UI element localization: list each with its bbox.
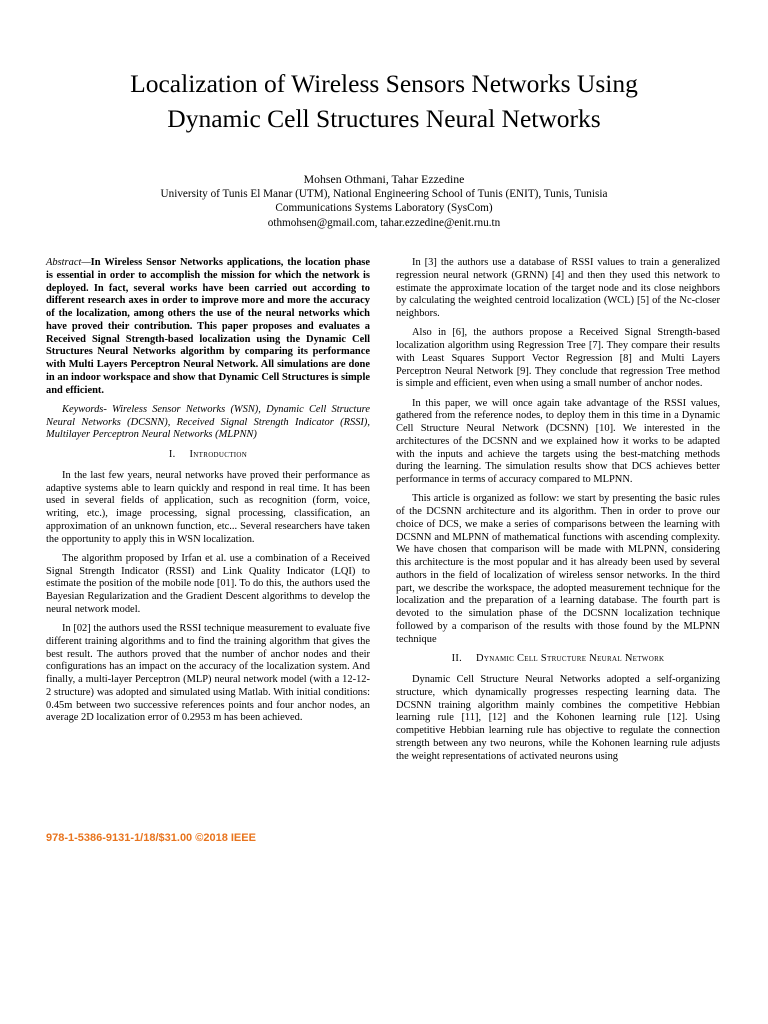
keywords: Keywords- Wireless Sensor Networks (WSN), Dynamic Cell Structure Neural Networks (DCSNN), Received Signal Strength Indicator (RSSI), Multilayer Perceptron Neural Networks (MLPNN): [46, 403, 370, 441]
author-names: Mohsen Othmani, Tahar Ezzedine: [303, 172, 465, 186]
right-column: [396, 257, 720, 770]
section-heading-dcsnn: [396, 653, 720, 666]
copyright-footer: 978-1-5386-9131-1/18/$31.00 ©2018 IEEE: [46, 832, 256, 844]
section-number: II.: [451, 653, 463, 665]
author-lab: Communications Systems Laboratory (SysCom): [275, 202, 493, 214]
section-number: I.: [168, 449, 176, 460]
body-paragraph: Also in [6], the authors propose a Received Signal Strength-based localization algorithm using Regression Tree [7]. They compare their results with Least Squares Support Vector Regression [8] and Multi Layers Perceptron Neural Network [9]. They conclude that regression Tree method is simple and efficient, even when using a small number of anchor nodes.: [396, 327, 720, 390]
intro-paragraph: In the last few years, neural networks have proved their performance as adaptive systems able to learn quickly and respond in real time. It has been used in several fields of application, such as recognition (form, voice, writing, etc.), image processing, signal processing, classification, an approximation of an unknown function, etc... Several researchers have taken the opportunity to apply this in WSN localization.: [46, 469, 370, 545]
intro-paragraph: The algorithm proposed by Irfan et al. use a combination of a Received Signal Strength Indicator (RSSI) and Link Quality Indicator (LQI) to estimate the position of the mobile node [01]. To do this, the authors used the Bayesian Regularization and the Gradient Descent algorithms to develop the neural network model.: [46, 552, 370, 615]
section-title: Dynamic Cell Structure Neural Network: [476, 653, 665, 665]
abstract-dash: —: [81, 257, 91, 268]
section-title: Introduction: [189, 449, 248, 460]
body-paragraph: This article is organized as follow: we start by presenting the basic rules of the DCSNN architecture and its algorithm. Then in order to prove our choice of DCS, we make a series of comparisons between the learning with DCSNN and MLPNN of mathematical functions with ascending complexity. We have chosen that comparison will be made with MLPNN, considering this architecture is the most popular and it has already been used by several authors in the field of localization of wireless sensor networks. In the third part, we describe the workspace, the adopted measurement technique for the localization and the preparation of a learning database. The fourth part is devoted to the simulation phase of the DCSNN localization technique followed by a comparison of the results with those found by the MLPNN technique: [396, 493, 720, 645]
section-heading-introduction: [46, 449, 370, 462]
author-block: [40, 172, 728, 230]
dcsnn-paragraph: Dynamic Cell Structure Neural Networks adopted a self-organizing structure, which dynamically progresses respecting learning data. The DCSNN training algorithm mainly combines the competitive Hebbian learning rule [11], [12] and the Kohonen learning rule [12]. Using competitive Hebbian learning rule has objective to regulate the connection strength between any two neurons, while the Kohonen learning rule adjusts the weight representations of activated neurons using: [396, 674, 720, 762]
body-paragraph: In this paper, we will once again take advantage of the RSSI values, gathered from the reference nodes, to deploy them in this time in a Dynamic Cell Structure Neural Network (DCSNN) [10]. We interested in the architectures of the DCSNN and we explained how it works to be adapted with the inputs and achieve the targets using the best-matching methods during the learning. The simulation results show that DCS achieves better performance in terms of accuracy compared to MLPNN.: [396, 397, 720, 485]
title-line-1: Localization of Wireless Sensors Networks Using: [130, 69, 638, 98]
paper-title: [40, 66, 728, 136]
left-column: [46, 257, 370, 732]
abstract-text: In Wireless Sensor Networks applications, the location phase is essential in order to accomplish the mission for which the network is deployed. In fact, several works have been carried out according to different research axes in order to improve more and more the accuracy of the localization, among others the use of the neural networks which have proved their contribution. This paper proposes and evaluates a Received Signal Strength-based localization using the Dynamic Cell Structures Neural Networks algorithm by comparing its performance with Multi Layers Perceptron Neural Network. All simulations are done in an indoor workspace and show that Dynamic Cell Structures is simple and efficient.: [46, 257, 370, 396]
author-affiliation: University of Tunis El Manar (UTM), National Engineering School of Tunis (ENIT), Tunis, Tunisia: [160, 187, 608, 200]
intro-paragraph: In [02] the authors used the RSSI technique measurement to evaluate five different training algorithms and to find the training algorithm that gives the best result. The authors proved that the number of anchor nodes and their configurations has an impact on the accuracy of the localization system. And finally, a multi-layer Perceptron (MLP) neural network model (with a 12-12-2 structure) was adopted and simulated using Matlab. With initial conditions: 0.45m between two successive references points and four anchor nodes, an average 2D localization error of 0.2953 m has been achieved.: [46, 623, 370, 724]
body-paragraph: In [3] the authors use a database of RSSI values to train a generalized regression neural network (GRNN) [4] and then they used this network to estimate the approximate location of the target node and its close neighbors by calculating the weighted centroid localization (WCL) [5] of the Nc-closer neighbors.: [396, 257, 720, 319]
abstract-label: Abstract: [46, 257, 82, 268]
abstract: [46, 257, 370, 397]
title-line-2: Dynamic Cell Structures Neural Networks: [167, 104, 601, 133]
author-emails: othmohsen@gmail.com, tahar.ezzedine@enit.rnu.tn: [267, 216, 501, 229]
